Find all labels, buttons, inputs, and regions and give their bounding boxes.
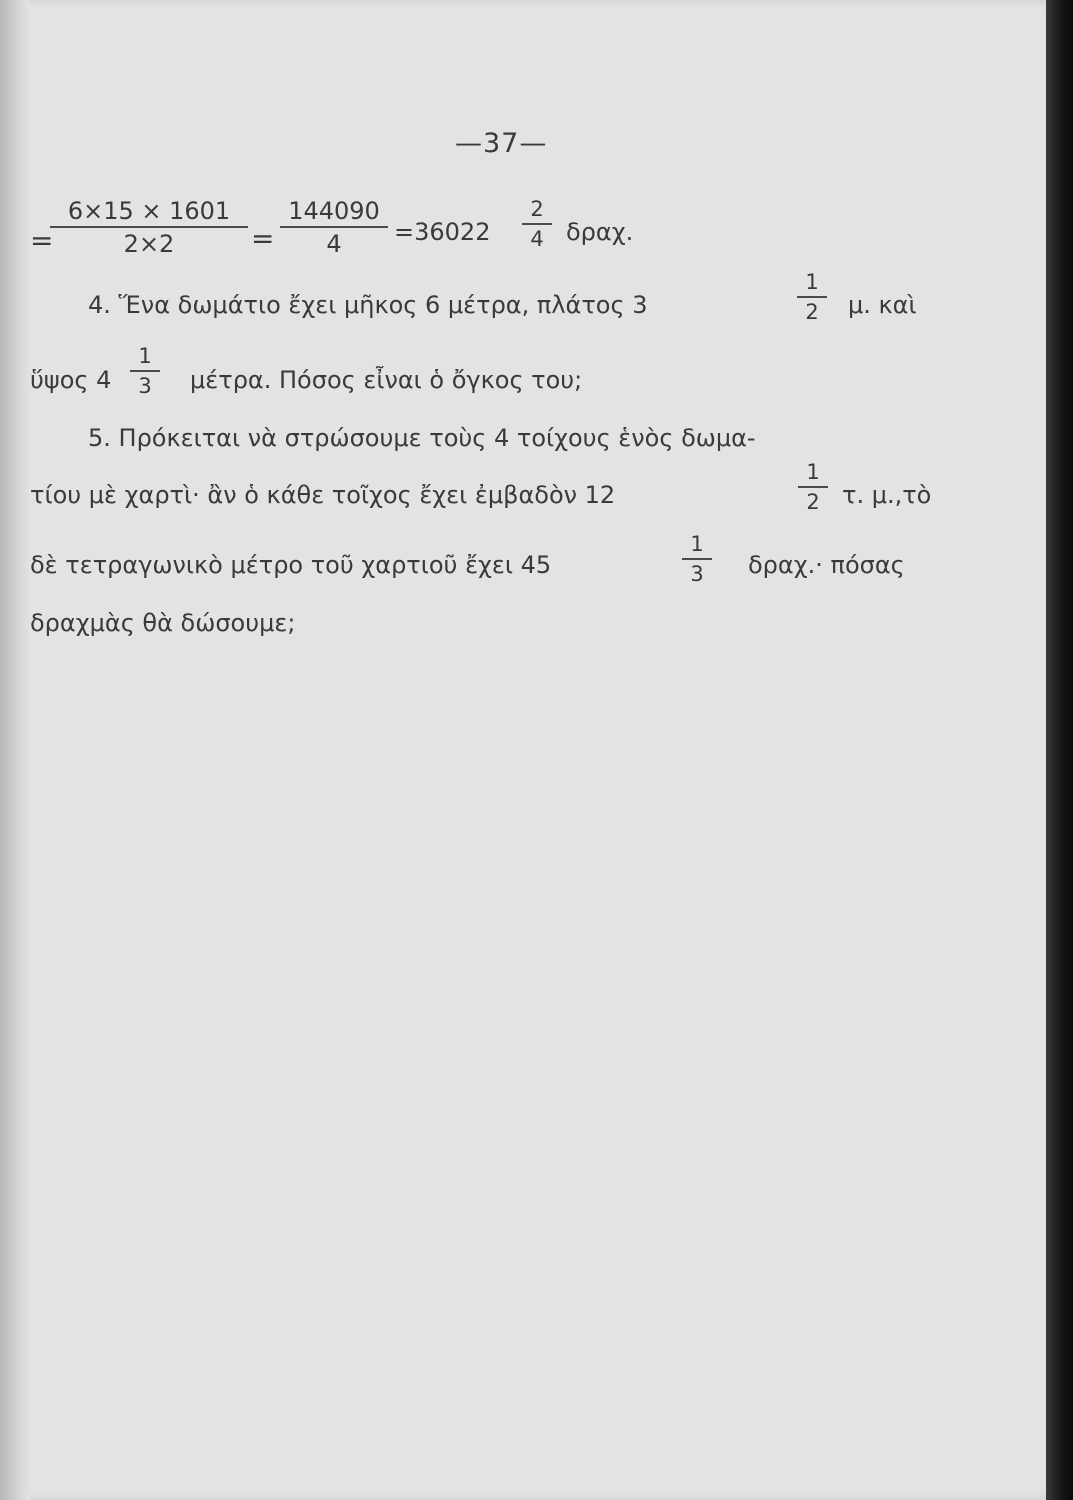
problem4-line2-text: ὕψος 4 (30, 366, 112, 394)
fraction-denominator: 2×2 (123, 230, 175, 258)
fraction-numerator: 1 (798, 462, 828, 488)
formula-fraction-3 (522, 199, 552, 250)
problem5-line3-text: δὲ τετραγωνικὸ μέτρο τοῦ χαρτιοῦ ἔχει 45 (30, 551, 552, 579)
formula-equals-2: = (251, 222, 275, 255)
binding-edge (0, 0, 30, 1500)
fraction-numerator: 1 (130, 346, 160, 372)
problem5-line3-fraction (682, 534, 712, 585)
fraction-denominator: 3 (690, 562, 704, 586)
book-edge-shadow (1046, 0, 1073, 1500)
fraction-denominator: 2 (805, 300, 819, 324)
fraction-denominator: 4 (530, 227, 544, 251)
problem5-line2-text: τίου μὲ χαρτὶ· ἂν ὁ κάθε τοῖχος ἔχει ἐμβαδὸν 12 (30, 481, 616, 509)
problem4-line1-tail: μ. καὶ (848, 291, 917, 319)
problem4-line2-fraction (130, 346, 160, 397)
fraction-numerator: 6×15 × 1601 (50, 199, 248, 228)
formula-fraction-2 (280, 199, 388, 256)
fraction-denominator: 2 (806, 490, 820, 514)
formula-unit: δραχ. (566, 218, 634, 246)
formula-fraction-1 (50, 199, 248, 256)
fraction-numerator: 1 (682, 534, 712, 560)
problem4-line2-tail: μέτρα. Πόσος εἶναι ὁ ὄγκος του; (190, 366, 583, 394)
fraction-numerator: 1 (797, 272, 827, 298)
problem5-line2-tail: τ. μ.,τὸ (842, 481, 932, 509)
fraction-denominator: 4 (326, 230, 342, 258)
problem4-line1-fraction (797, 272, 827, 323)
problem4-line1-text: 4. Ἕνα δωμάτιο ἔχει μῆκος 6 μέτρα, πλάτος 3 (88, 291, 648, 319)
problem5-line4: δραχμὰς θὰ δώσουμε; (30, 609, 296, 637)
fraction-numerator: 2 (522, 199, 552, 225)
problem5-line1: 5. Πρόκειται νὰ στρώσουμε τοὺς 4 τοίχους ἑνὸς δωμα- (88, 424, 756, 452)
problem5-line3-tail: δραχ.· πόσας (748, 551, 905, 579)
fraction-denominator: 3 (138, 374, 152, 398)
page-number: —37— (455, 128, 548, 159)
problem5-line2-fraction (798, 462, 828, 513)
fraction-numerator: 144090 (280, 199, 388, 228)
formula-leading-equals: = (30, 224, 54, 257)
formula-equals-3: =36022 (394, 218, 491, 246)
